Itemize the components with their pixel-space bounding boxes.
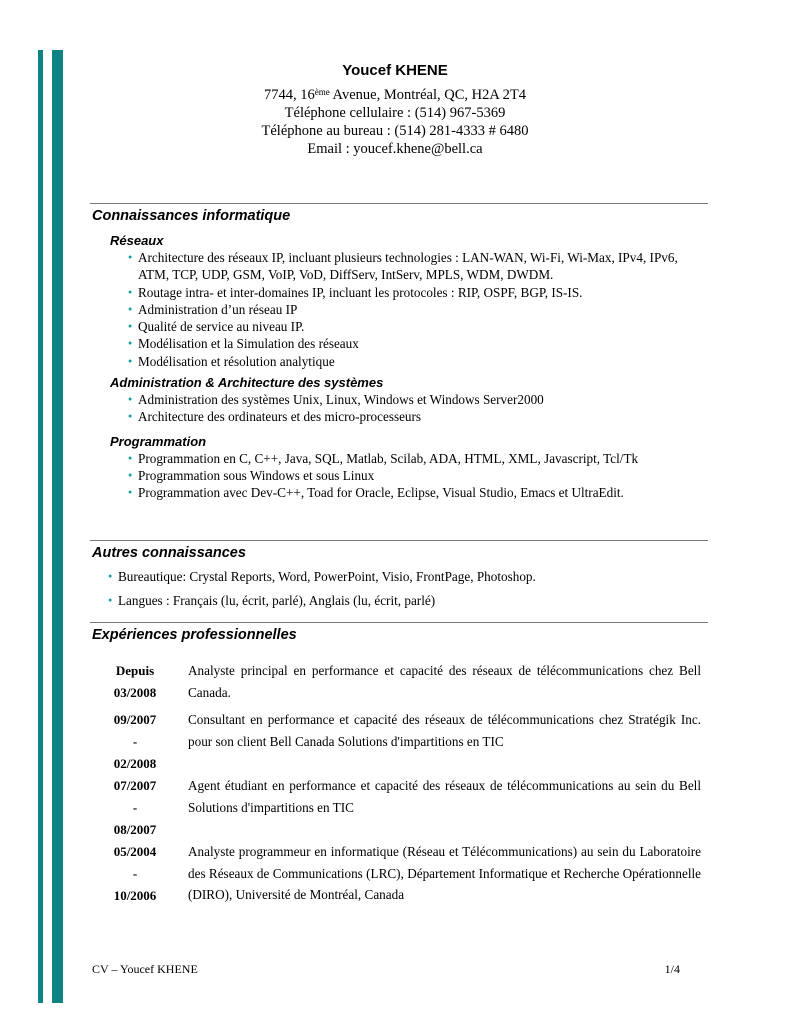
- experience-date: [90, 709, 175, 775]
- date-line: 08/2007: [113, 822, 157, 837]
- address-part: Avenue, Montréal, QC, H2A 2T4: [329, 87, 526, 103]
- list-programmation: [90, 450, 708, 502]
- section-title: Autres connaissances: [92, 545, 246, 561]
- experience-row: [90, 709, 708, 775]
- experience-date: [90, 775, 175, 841]
- list-item: ● Architecture des réseaux IP, incluant plusieurs technologies : LAN-WAN, Wi-Fi, Wi-Max, IPv4, IPv6, ATM, TCP, UDP, GSM, VoIP, VoD, DiffServ, IntServ, MPLS, WDM, DWDM.: [128, 249, 708, 284]
- office-phone-line: Téléphone au bureau : (514) 281-4333 # 6480: [261, 123, 529, 139]
- date-line: -: [132, 734, 138, 749]
- list-item: ● Architecture des ordinateurs et des micro-processeurs: [128, 408, 708, 425]
- cv-header: [180, 62, 610, 158]
- list-item: ● Programmation avec Dev-C++, Toad for Oracle, Eclipse, Visual Studio, Emacs et UltraEdit.: [128, 484, 708, 501]
- email-line: Email : youcef.khene@bell.ca: [307, 141, 483, 157]
- experience-description: Consultant en performance et capacité des réseaux de télécommunications chez Stratégik Inc. pour son client Bell Canada Solutions d'impartitions en TIC: [188, 712, 701, 749]
- date-line: Depuis: [115, 663, 155, 678]
- page-footer: [92, 962, 680, 977]
- experience-row: [90, 841, 708, 907]
- list-administration: [90, 391, 708, 426]
- section-title: Expériences professionnelles: [92, 627, 297, 643]
- list-item: ● Langues : Français (lu, écrit, parlé), Anglais (lu, écrit, parlé): [108, 592, 708, 609]
- experience-row: [90, 660, 708, 704]
- list-item: ● Modélisation et la Simulation des réseaux: [128, 335, 708, 352]
- address-line: [180, 86, 610, 104]
- list-reseaux: [90, 249, 708, 370]
- cell-phone-line: Téléphone cellulaire : (514) 967-5369: [284, 105, 506, 121]
- date-line: 09/2007: [113, 712, 157, 727]
- section-title: Connaissances informatique: [92, 208, 291, 224]
- experience-row: [90, 775, 708, 841]
- list-item: ● Programmation sous Windows et sous Linux: [128, 467, 708, 484]
- date-line: -: [132, 800, 138, 815]
- experience-date: [90, 841, 175, 907]
- date-line: 03/2008: [113, 685, 157, 700]
- subsection-title-reseaux: Réseaux: [110, 233, 164, 248]
- subsection-title-programmation: Programmation: [110, 433, 207, 449]
- experience-description: Agent étudiant en performance et capacité des réseaux de télécommunications au sein du Bell Solutions d'impartitions en TIC: [188, 778, 701, 815]
- experience-date: [90, 660, 175, 704]
- candidate-name: Youcef KHENE: [342, 62, 448, 79]
- subsection-title-administration: Administration & Architecture des systèmes: [110, 375, 384, 391]
- experience-description: Analyste programmeur en informatique (Réseau et Télécommunications) au sein du Laboratoire des Réseaux de Communications (LRC), Département Informatique et Recherche Opérationnelle (DIRO), Université de Montréal, Canada: [188, 844, 701, 902]
- address-part: 7744, 16: [263, 87, 315, 103]
- date-line: 02/2008: [113, 756, 157, 771]
- list-item: ● Routage intra- et inter-domaines IP, incluant les protocoles : RIP, OSPF, BGP, IS-IS.: [128, 284, 708, 301]
- section-experiences: [90, 622, 708, 913]
- list-item: ● Bureautique: Crystal Reports, Word, PowerPoint, Visio, FrontPage, Photoshop.: [108, 568, 708, 585]
- footer-title: CV – Youcef KHENE: [92, 962, 198, 976]
- list-item: ● Administration des systèmes Unix, Linux, Windows et Windows Server2000: [128, 391, 708, 408]
- section-autres: [90, 540, 708, 617]
- page-number: 1/4: [664, 962, 680, 976]
- list-item: ● Modélisation et résolution analytique: [128, 353, 708, 370]
- section-connaissances: [90, 203, 708, 502]
- list-item: ● Programmation en C, C++, Java, SQL, Matlab, Scilab, ADA, HTML, XML, Javascript, Tcl/Tk: [128, 450, 708, 467]
- date-line: -: [132, 866, 138, 881]
- left-accent-bar-thick: [52, 50, 63, 1003]
- list-item: ● Administration d’un réseau IP: [128, 301, 708, 318]
- date-line: 07/2007: [113, 778, 157, 793]
- address-superscript: ème: [314, 87, 330, 97]
- list-autres: [90, 568, 708, 610]
- date-line: 10/2006: [113, 888, 157, 903]
- experience-description: Analyste principal en performance et capacité des réseaux de télécommunications chez Bell Canada.: [188, 663, 701, 700]
- list-item: ● Qualité de service au niveau IP.: [128, 318, 708, 335]
- left-accent-bar-thin: [38, 50, 43, 1003]
- date-line: 05/2004: [113, 844, 157, 859]
